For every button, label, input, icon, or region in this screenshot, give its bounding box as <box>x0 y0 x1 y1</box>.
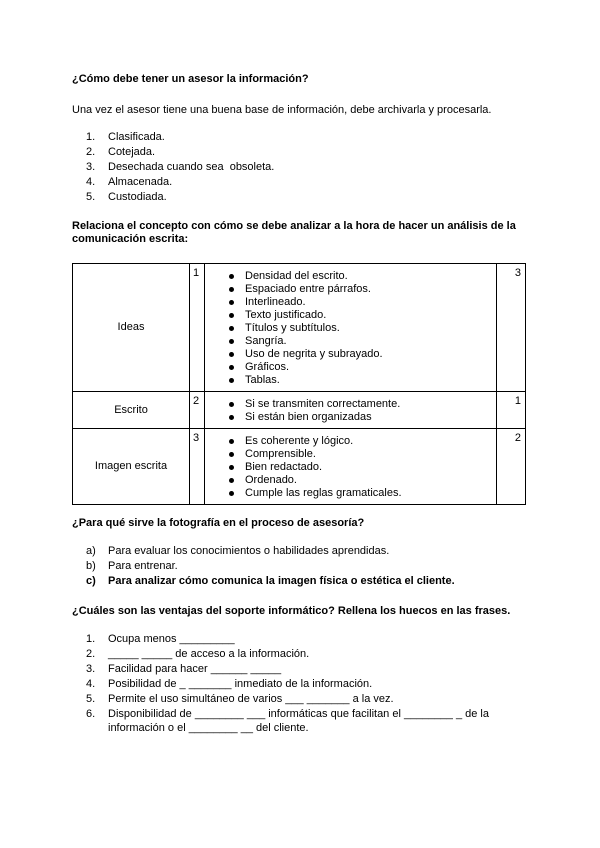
list-item: 2. _____ _____ de acceso a la información. <box>86 648 310 660</box>
right-number-cell: 1 <box>497 392 526 429</box>
bullet-item: Espaciado entre párrafos. <box>205 283 496 296</box>
bullets-cell <box>205 429 497 505</box>
table-row <box>73 392 526 429</box>
list-item: c) Para analizar cómo comunica la imagen física o estética el cliente. <box>86 575 455 587</box>
left-number-cell: 3 <box>190 429 205 505</box>
bullet-item: Comprensible. <box>205 448 496 461</box>
list-item: 3. Desechada cuando sea obsoleta. <box>86 161 275 173</box>
bullet-item: Interlineado. <box>205 296 496 309</box>
list-item: 1. Clasificada. <box>86 131 165 143</box>
relation-table <box>72 263 526 505</box>
table-row <box>73 264 526 392</box>
bullet-item: Si están bien organizadas <box>205 411 496 424</box>
bullet-item: Gráficos. <box>205 361 496 374</box>
question-1-list <box>72 130 274 205</box>
bullet-item: Uso de negrita y subrayado. <box>205 348 496 361</box>
bullet-item: Densidad del escrito. <box>205 270 496 283</box>
list-item: 1. Ocupa menos _________ <box>86 633 235 645</box>
table-row <box>73 429 526 505</box>
left-number-cell: 1 <box>190 264 205 392</box>
bullet-item: Cumple las reglas gramaticales. <box>205 487 496 500</box>
concept-cell: Imagen escrita <box>73 429 190 505</box>
bullet-item: Texto justificado. <box>205 309 496 322</box>
concept-cell: Escrito <box>73 392 190 429</box>
bullet-item: Ordenado. <box>205 474 496 487</box>
right-number-cell: 2 <box>497 429 526 505</box>
bullet-item: Tablas. <box>205 374 496 387</box>
bullet-item: Bien redactado. <box>205 461 496 474</box>
question-4-list <box>72 632 489 722</box>
list-item: a) Para evaluar los conocimientos o habilidades aprendidas. <box>86 545 390 557</box>
bullets-cell <box>205 392 497 429</box>
question-3-title: ¿Para qué sirve la fotografía en el proceso de asesoría? <box>72 517 365 529</box>
list-item: 5. Permite el uso simultáneo de varios ___ _______ a la vez. <box>86 693 394 705</box>
bullet-item: Sangría. <box>205 335 496 348</box>
bullet-item: Títulos y subtítulos. <box>205 322 496 335</box>
question-4-title: ¿Cuáles son las ventajas del soporte informático? Rellena los huecos en las frases. <box>72 605 511 617</box>
list-item: 4. Almacenada. <box>86 176 173 188</box>
list-item: 6. Disponibilidad de ________ ___ informáticas que facilitan el ________ _ de la <box>86 708 489 720</box>
bullet-item: Si se transmiten correctamente. <box>205 398 496 411</box>
bullets-cell <box>205 264 497 392</box>
list-item: 3. Facilidad para hacer ______ _____ <box>86 663 282 675</box>
list-item: 5. Custodiada. <box>86 191 167 203</box>
right-number-cell: 3 <box>497 264 526 392</box>
bullet-item: Es coherente y lógico. <box>205 435 496 448</box>
list-item: b) Para entrenar. <box>86 560 178 572</box>
question-1-intro: Una vez el asesor tiene una buena base de información, debe archivarla y procesarla. <box>72 104 492 116</box>
concept-cell: Ideas <box>73 264 190 392</box>
question-4-continuation: información o el ________ __ del cliente. <box>108 722 309 734</box>
question-2-title: Relaciona el concepto con cómo se debe analizar a la hora de hacer un análisis de la comunicación escrita: <box>72 220 516 245</box>
question-3-list <box>72 544 455 589</box>
question-1-title: ¿Cómo debe tener un asesor la información? <box>72 73 309 85</box>
list-item: 2. Cotejada. <box>86 146 156 158</box>
left-number-cell: 2 <box>190 392 205 429</box>
list-item: 4. Posibilidad de _ _______ inmediato de la información. <box>86 678 373 690</box>
